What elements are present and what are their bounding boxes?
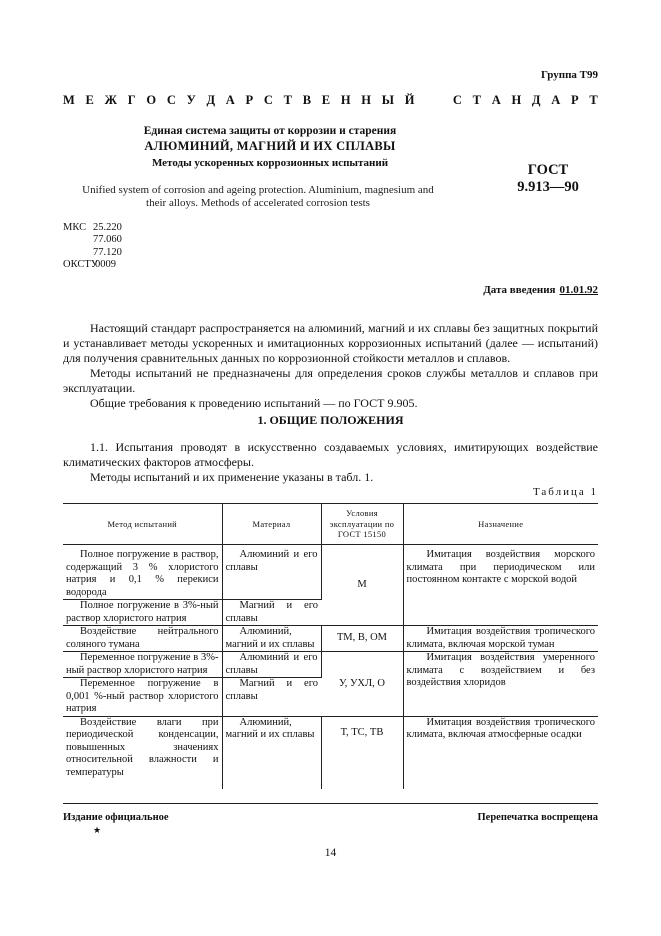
sub-title: Методы ускоренных коррозионных испытаний (151, 157, 389, 169)
code-label: ОКСТУ (63, 258, 99, 270)
cell-conditions: Т, ТС, ТВ (321, 716, 403, 789)
main-title: АЛЮМИНИЙ, МАГНИЙ И ИХ СПЛАВЫ (144, 139, 396, 153)
table-row (63, 626, 598, 652)
header-letter: А (491, 93, 501, 107)
reprint-note: Перепечатка воспрещена (477, 812, 598, 823)
cell-purpose: Имитация воздействия умеренного климата с воздействием и без воздействия хлоридов (403, 652, 598, 717)
gost-number: 9.913—90 (517, 179, 579, 195)
cell-purpose: Имитация воздействия тропического климата, включая атмосферные осадки (406, 716, 595, 740)
code-value: 77.060 (93, 234, 122, 246)
header-letter: Й (404, 93, 415, 107)
code-value: 25.220 (93, 222, 122, 233)
column-header-method: Метод испытаний (63, 504, 222, 545)
code-label (63, 247, 93, 259)
code-label: МКС (63, 222, 87, 233)
header-letter: Т (472, 93, 481, 107)
section-text (63, 440, 598, 485)
cell-material: Алюминий, магний и их сплавы (222, 626, 321, 652)
code-value: 77.120 (93, 246, 122, 258)
header-letter: А (551, 93, 561, 107)
table-label: Таблица 1 (532, 486, 598, 498)
footer-divider (63, 803, 598, 804)
header-letter (425, 93, 428, 108)
paragraph: Методы испытаний и их применение указаны в табл. 1. (90, 470, 374, 484)
column-header-conditions: Условия эксплуатации по ГОСТ 15150 (321, 504, 403, 545)
column-header-purpose: Назначение (403, 504, 598, 545)
intro-text (63, 321, 598, 411)
cell-method: Воздействие влаги при периодической конденсации, повышенных значениях относительной влажности и температуры (63, 716, 222, 789)
paragraph: Настоящий стандарт распространяется на алюминий, магний и их сплавы без защитных покрытий и устанавливает методы ускоренных и имитационных коррозионных испытаний (далее — испытаний) для получения сравнительных данных по коррозионной стойкости металлов и сплавов. (63, 321, 598, 365)
code-row (63, 247, 122, 259)
methods-table (63, 503, 598, 789)
table-row (63, 716, 598, 789)
header-letter: Е (85, 93, 94, 107)
header-letter: Р (245, 93, 254, 107)
cell-method: Полное погружение в раствор, содержащий 3 % хлористого натрия и 0,1 % перекиси водорода (63, 545, 222, 600)
series-title: Единая система защиты от коррозии и старения (143, 125, 397, 137)
code-row (63, 234, 122, 246)
code-value: 0009 (95, 258, 116, 270)
cell-material: Магний и его сплавы (222, 600, 321, 626)
header-letter: Ы (381, 93, 395, 107)
header-letter: С (263, 93, 273, 107)
cell-material: Алюминий и его сплавы (222, 545, 321, 600)
classification-codes (63, 222, 122, 271)
table-row (63, 652, 598, 678)
paragraph: Общие требования к проведению испытаний — по ГОСТ 9.905. (90, 396, 418, 410)
header-letter: М (63, 93, 75, 107)
english-title-line: Unified system of corrosion and ageing protection. Aluminium, magnesium and (82, 184, 434, 196)
header-letter: Е (321, 93, 331, 107)
gost-designation (498, 162, 598, 196)
code-row (63, 259, 122, 271)
header-letter: В (302, 93, 312, 107)
standard-header (63, 93, 598, 108)
cell-conditions: У, УХЛ, О (321, 652, 403, 717)
header-letter: Д (206, 93, 216, 107)
header-letter: С (452, 93, 462, 107)
introduction-date-value: 01.01.92 (559, 284, 598, 296)
english-title-line: their alloys. Methods of accelerated corrosion tests (146, 196, 370, 209)
code-label (63, 234, 93, 246)
header-letter: Т (589, 93, 598, 107)
header-letter: Д (531, 93, 541, 107)
cell-conditions: ТМ, В, ОМ (321, 626, 403, 652)
header-letter: С (166, 93, 176, 107)
paragraph: Методы испытаний не предназначены для определения сроков службы металлов и сплавов при эксплуатации. (63, 366, 598, 395)
cell-purpose: Имитация воздействия тропического климата, включая морской туман (403, 626, 598, 652)
gost-label: ГОСТ (527, 162, 569, 178)
header-letter: Н (340, 93, 351, 107)
header-letter: А (225, 93, 235, 107)
header-letter (439, 93, 442, 108)
cell-method: Переменное погружение в 3%-ный раствор хлористого натрия (63, 652, 222, 678)
header-letter: Ж (104, 93, 117, 107)
star-icon: ★ (93, 825, 102, 835)
edition-note: Издание официальное (63, 812, 169, 823)
paragraph: 1.1. Испытания проводят в искусственно создаваемых условиях, имитирующих воздействие климатических факторов атмосферы. (63, 440, 598, 469)
code-row (63, 222, 122, 234)
page-number: 14 (324, 847, 337, 859)
group-code: Группа Т99 (540, 69, 598, 81)
cell-conditions: М (321, 545, 403, 626)
column-header-material: Материал (222, 504, 321, 545)
cell-material: Алюминий и его сплавы (222, 652, 321, 678)
header-letter: Т (283, 93, 292, 107)
introduction-date (483, 284, 598, 296)
cell-material: Магний и его сплавы (222, 678, 321, 717)
header-letter: О (146, 93, 157, 107)
table-row (63, 545, 598, 600)
table-header-row (63, 504, 598, 545)
cell-method: Воздействие нейтрального соляного тумана (63, 626, 222, 652)
introduction-date-label: Дата введения (483, 284, 556, 296)
cell-method: Полное погружение в 3%-ный раствор хлористого натрия (63, 600, 222, 626)
english-title (72, 184, 444, 209)
section-heading: 1. ОБЩИЕ ПОЛОЖЕНИЯ (257, 413, 404, 427)
header-letter: У (186, 93, 196, 107)
cell-method: Переменное погружение в 0,001 %-ный раствор хлористого натрия (63, 678, 222, 717)
cell-material: Алюминий, магний и их сплавы (222, 716, 321, 789)
header-letter: Р (570, 93, 579, 107)
cell-purpose: Имитация воздействия морского климата при периодическом или постоянном контакте с морской водой (403, 545, 598, 626)
header-letter: Н (511, 93, 522, 107)
header-letter: Н (361, 93, 372, 107)
header-letter: Г (127, 93, 136, 107)
